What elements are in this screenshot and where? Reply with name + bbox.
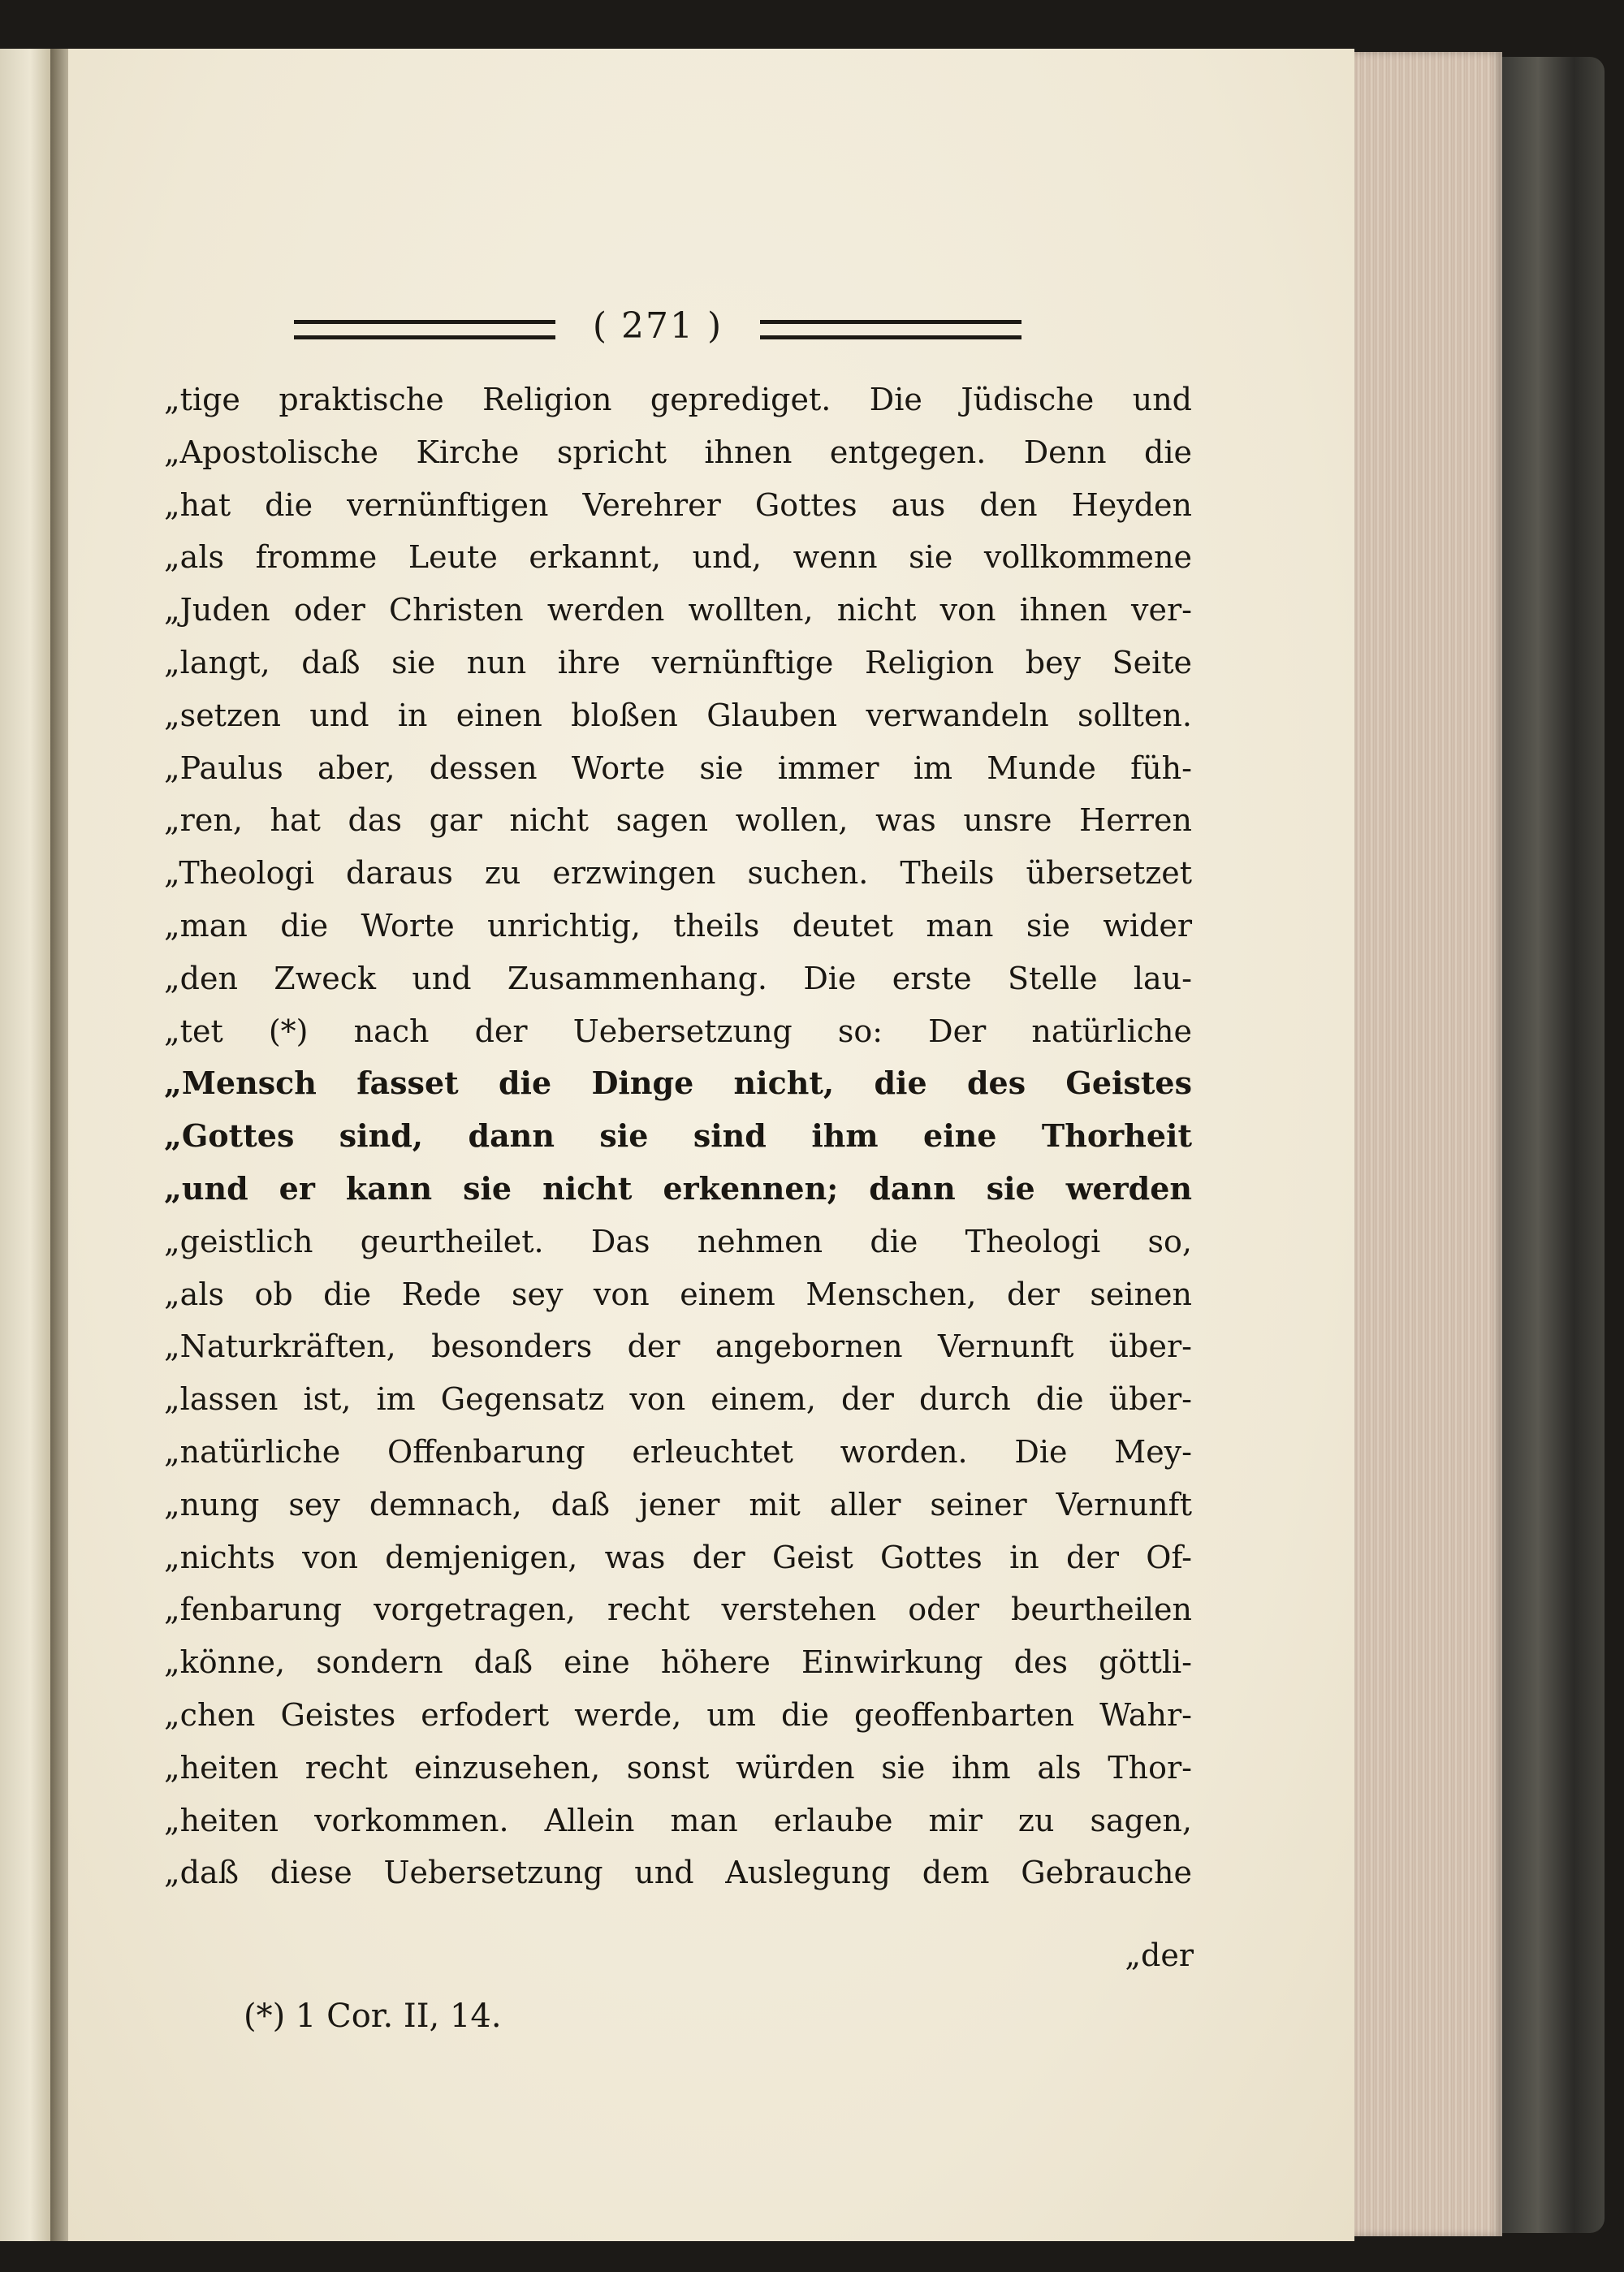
text-line: „tige praktische Religion geprediget. Die Jüdische und	[164, 382, 1192, 417]
book-page	[68, 49, 1354, 2241]
footnote: (*) 1 Cor. II, 14.	[244, 1998, 502, 2035]
body-text	[164, 374, 1192, 1899]
text-line: „ren, hat das gar nicht sagen wollen, was unsre Herren	[164, 802, 1192, 839]
text-line: „lassen ist, im Gegensatz von einem, der durch die über-	[164, 1381, 1192, 1418]
text-line: „als ob die Rede sey von einem Menschen, der seinen	[164, 1276, 1192, 1312]
page-block-edge	[1354, 52, 1502, 2236]
text-line: „geistlich geurtheilet. Das nehmen die Theologi so,	[164, 1223, 1192, 1259]
page-header	[68, 305, 1354, 346]
text-line: „nung sey demnach, daß jener mit aller seiner Vernunft	[164, 1486, 1192, 1523]
text-line: „fenbarung vorgetragen, recht verstehen oder beurtheilen	[164, 1592, 1192, 1628]
page-number: ( 271 )	[592, 305, 723, 347]
text-line: „als fromme Leute erkannt, und, wenn sie vollkommene	[164, 539, 1192, 576]
text-line: „setzen und in einen bloßen Glauben verwandeln sollten.	[164, 697, 1192, 733]
book-cover	[1502, 57, 1605, 2233]
text-line: „langt, daß sie nun ihre vernünftige Religion bey Seite	[164, 644, 1192, 680]
text-line-emphasis: „Mensch fasset die Dinge nicht, die des Geistes	[164, 1065, 1192, 1102]
text-line: „Apostolische Kirche spricht ihnen entgegen. Denn die	[164, 434, 1192, 470]
header-rule-right	[760, 320, 1021, 339]
text-line: „Naturkräften, besonders der angebornen Vernunft über-	[164, 1328, 1192, 1365]
text-line-emphasis: „Gottes sind, dann sie sind ihm eine Thorheit	[164, 1117, 1192, 1155]
header-rule-left	[294, 320, 555, 339]
text-line: „chen Geistes erfodert werde, um die geoffenbarten Wahr-	[164, 1696, 1192, 1733]
text-line: „Paulus aber, dessen Worte sie immer im Munde füh-	[164, 749, 1192, 786]
text-line: „könne, sondern daß eine höhere Einwirkung des göttli-	[164, 1644, 1192, 1681]
catchword: „der	[1125, 1937, 1194, 1973]
book-gutter	[50, 49, 68, 2241]
text-line: „Juden oder Christen werden wollten, nicht von ihnen ver-	[164, 592, 1192, 628]
text-line: „man die Worte unrichtig, theils deutet man sie wider	[164, 907, 1192, 944]
text-line: „tet (*) nach der Uebersetzung so: Der natürliche	[164, 1013, 1192, 1049]
text-line: „nichts von demjenigen, was der Geist Gottes in der Of-	[164, 1539, 1192, 1575]
text-line: „den Zweck und Zusammenhang. Die erste Stelle lau-	[164, 960, 1192, 996]
text-line: „daß diese Uebersetzung und Auslegung dem Gebrauche	[164, 1855, 1192, 1891]
text-line: „natürliche Offenbarung erleuchtet worden. Die Mey-	[164, 1433, 1192, 1470]
text-line-emphasis: „und er kann sie nicht erkennen; dann sie werden	[164, 1169, 1192, 1207]
previous-page-edge	[0, 49, 52, 2241]
text-line: „heiten vorkommen. Allein man erlaube mir zu sagen,	[164, 1802, 1192, 1838]
text-line: „hat die vernünftigen Verehrer Gottes aus den Heyden	[164, 486, 1192, 523]
text-line: „Theologi daraus zu erzwingen suchen. Theils übersetzet	[164, 855, 1192, 892]
text-line: „heiten recht einzusehen, sonst würden sie ihm als Thor-	[164, 1749, 1192, 1786]
